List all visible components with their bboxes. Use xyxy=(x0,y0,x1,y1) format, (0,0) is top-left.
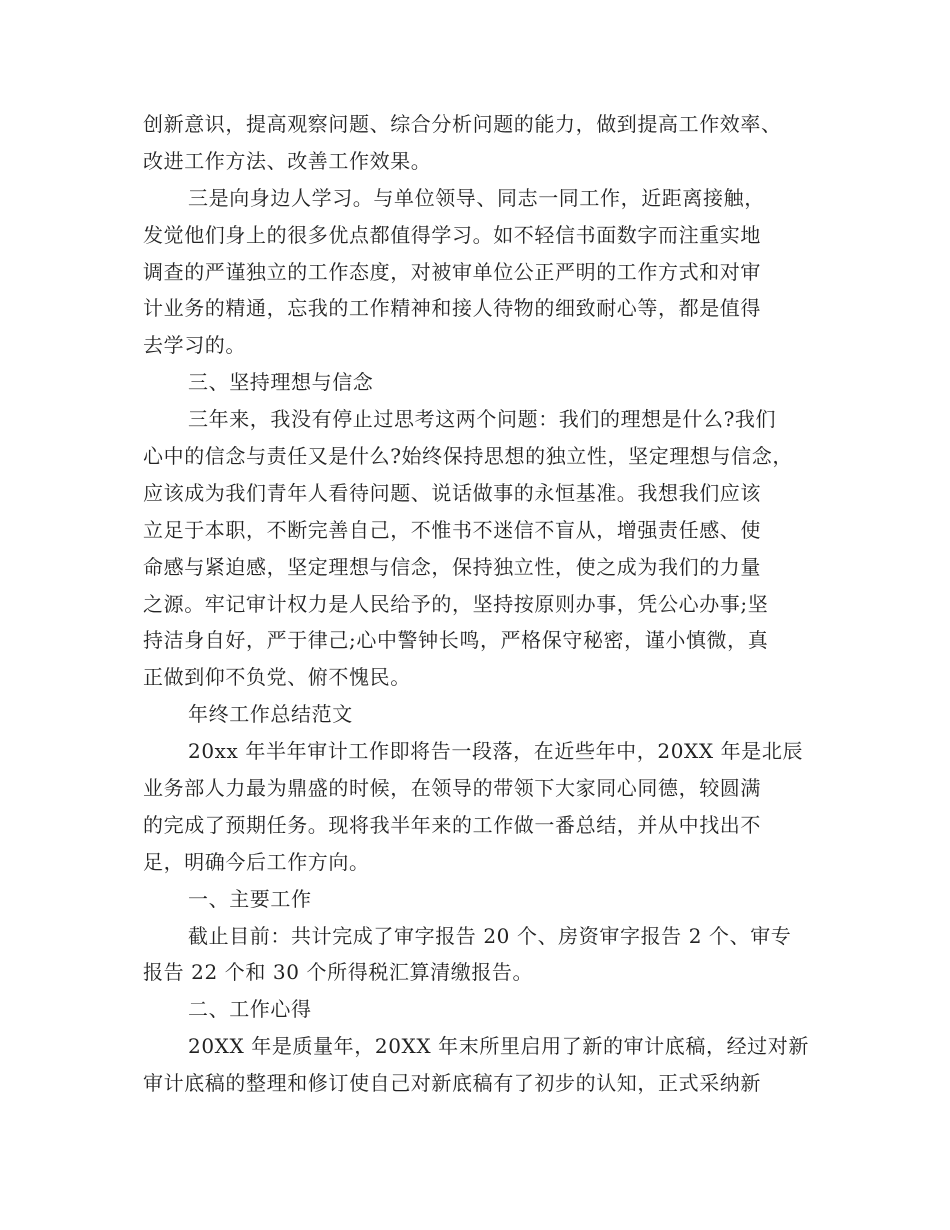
text-line: 报告 22 个和 30 个所得税汇算清缴报告。 xyxy=(143,960,534,985)
text-line: 三、坚持理想与信念 xyxy=(188,370,374,395)
text-line: 足，明确今后工作方向。 xyxy=(143,849,370,874)
text-line: 立足于本职，不断完善自己，不惟书不迷信不盲从，增强责任感、使 xyxy=(143,517,761,542)
text-line: 三是向身边人学习。与单位领导、同志一同工作，近距离接触， xyxy=(188,185,765,210)
text-line: 创新意识，提高观察问题、综合分析问题的能力，做到提高工作效率、 xyxy=(143,112,782,136)
text-line: 正做到仰不负党、俯不愧民。 xyxy=(143,665,411,690)
text-line: 改进工作方法、改善工作效果。 xyxy=(143,148,432,173)
text-line: 之源。牢记审计权力是人民给予的，坚持按原则办事，凭公心办事;坚 xyxy=(143,591,769,616)
text-line: 业务部人力最为鼎盛的时候，在领导的带领下大家同心同德，较圆满 xyxy=(143,776,761,801)
text-line: 命感与紧迫感，坚定理想与信念，保持独立性，使之成为我们的力量 xyxy=(143,554,761,579)
text-line: 一、主要工作 xyxy=(188,886,312,911)
text-line: 审计底稿的整理和修订使自己对新底稿有了初步的认知，正式采纳新 xyxy=(143,1071,761,1096)
text-line: 调查的严谨独立的工作态度，对被审单位公正严明的工作方式和对审 xyxy=(143,259,761,284)
text-line: 计业务的精通，忘我的工作精神和接人待物的细致耐心等，都是值得 xyxy=(143,296,761,321)
text-line: 应该成为我们青年人看待问题、说话做事的永恒基准。我想我们应该 xyxy=(143,480,761,505)
text-line: 截止目前：共计完成了审字报告 20 个、房资审字报告 2 个、审专 xyxy=(188,923,792,948)
text-line: 去学习的。 xyxy=(143,333,246,358)
document-body xyxy=(143,106,823,1102)
text-line: 心中的信念与责任又是什么?始终保持思想的独立性，坚定理想与信念， xyxy=(143,444,793,469)
text-line: 20xx 年半年审计工作即将告一段落，在近些年中，20XX 年是北辰 xyxy=(188,739,804,764)
text-line: 发觉他们身上的很多优点都值得学习。如不轻信书面数字而注重实地 xyxy=(143,222,761,247)
text-line: 年终工作总结范文 xyxy=(188,702,353,727)
text-line: 持洁身自好，严于律己;心中警钟长鸣，严格保守秘密，谨小慎微，真 xyxy=(143,628,769,653)
text-line: 20XX 年是质量年，20XX 年末所里启用了新的审计底稿，经过对新 xyxy=(188,1034,809,1059)
text-line: 三年来，我没有停止过思考这两个问题：我们的理想是什么?我们 xyxy=(188,407,777,432)
text-line: 的完成了预期任务。现将我半年来的工作做一番总结，并从中找出不 xyxy=(143,812,761,837)
text-line: 二、工作心得 xyxy=(188,997,312,1022)
